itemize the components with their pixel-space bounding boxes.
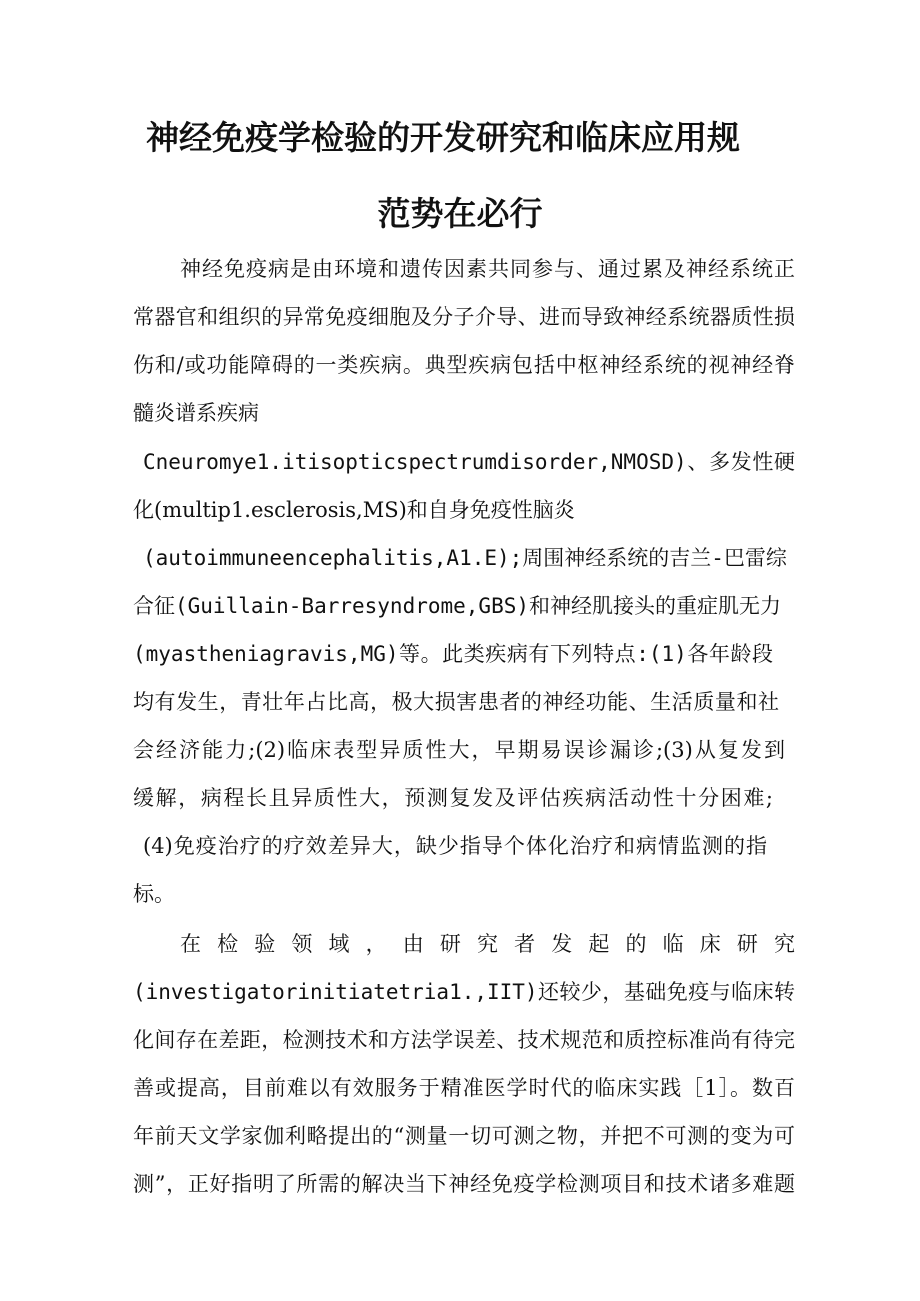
paragraph-line: 伤和/或功能障碍的一类疾病。典型疾病包括中枢神经系统的视神经脊 <box>133 353 795 377</box>
paragraph-line: 化间存在差距，检测技术和方法学误差、技术规范和质控标准尚有待完 <box>133 1028 795 1052</box>
paragraph-line: 标。 <box>133 882 175 906</box>
paragraph-line: 均有发生，青壮年占比高，极大损害患者的神经功能、生活质量和社 <box>133 690 779 714</box>
paragraph-line: (investigatorinitiatetria1.,IIT)还较少，基础免疫与临床转 <box>133 980 795 1004</box>
paragraph-line: (4)免疫治疗的疗效差异大，缺少指导个体化治疗和病情监测的指 <box>143 834 767 858</box>
paragraph-line: Cneuromye1.itisopticspectrumdisorder,NMOSD)、多发性硬 <box>143 450 795 474</box>
paragraph-line: (myastheniagravis,MG)等。此类疾病有下列特点:(1)各年龄段 <box>133 642 773 666</box>
paragraph-line: 测”，正好指明了所需的解决当下神经免疫学检测项目和技术诸多难题 <box>133 1172 795 1196</box>
paragraph-line: 髓炎谱系疾病 <box>133 401 259 425</box>
paragraph-line: 在检验领域，由研究者发起的临床研究 <box>180 932 795 956</box>
paragraph-line: 常器官和组织的异常免疫细胞及分子介导、进而导致神经系统器质性损 <box>133 305 795 329</box>
paragraph-line: 合征(Guillain-Barresyndrome,GBS)和神经肌接头的重症肌无力 <box>133 594 782 618</box>
document-title-line-2: 范势在必行 <box>377 194 543 233</box>
document-title-line-1: 神经免疫学检验的开发研究和临床应用规 <box>146 118 740 157</box>
paragraph-line: 缓解，病程长且异质性大，预测复发及评估疾病活动性十分困难; <box>133 786 773 810</box>
paragraph-line: (autoimmuneencephalitis,A1.E);周围神经系统的吉兰-巴雷综 <box>143 546 787 570</box>
paragraph-line: 化(multip1.esclerosis,MS)和自身免疫性脑炎 <box>133 498 575 522</box>
paragraph-line: 年前天文学家伽利略提出的“测量一切可测之物，并把不可测的变为可 <box>133 1124 795 1148</box>
paragraph-line: 会经济能力;(2)临床表型异质性大，早期易误诊漏诊;(3)从复发到 <box>133 738 785 762</box>
paragraph-line: 善或提高，目前难以有效服务于精准医学时代的临床实践［1］。数百 <box>133 1076 795 1100</box>
paragraph-line: 神经免疫病是由环境和遗传因素共同参与、通过累及神经系统正 <box>180 257 795 281</box>
